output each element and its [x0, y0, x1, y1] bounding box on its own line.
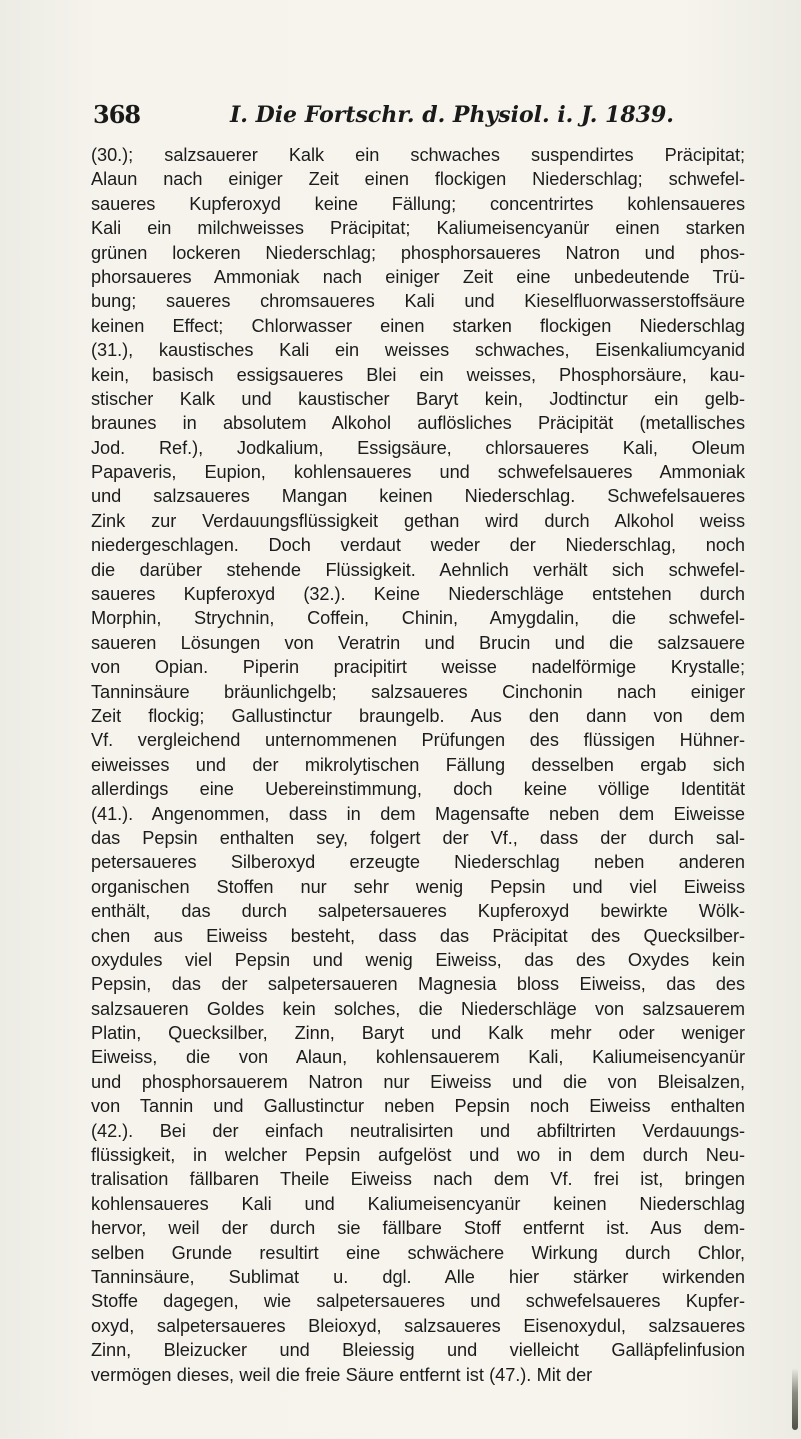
text-line: Zinn, Bleizucker und Bleiessig und vielleicht Galläpfelinfusion — [91, 1340, 745, 1361]
text-line: Stoffe dagegen, wie salpetersaueres und schwefelsaueres Kupfer- — [91, 1291, 745, 1312]
text-line: Tanninsäure bräunlichgelb; salzsaueres Cinchonin nach einiger — [91, 681, 745, 702]
text-line: Zeit flockig; Gallustinctur braungelb. Aus den dann von dem — [91, 705, 745, 726]
text-line: grünen lockeren Niederschlag; phosphorsaueres Natron und phos- — [91, 242, 745, 263]
text-line: oxydules viel Pepsin und wenig Eiweiss, das des Oxydes kein — [91, 949, 745, 970]
text-line: niedergeschlagen. Doch verdaut weder der Niederschlag, noch — [91, 535, 745, 556]
text-line: vermögen dieses, weil die freie Säure entfernt ist (47.). Mit der — [91, 1364, 593, 1385]
text-line: kein, basisch essigsaueres Blei ein weisses, Phosphorsäure, kau- — [91, 364, 745, 385]
text-line: tralisation fällbaren Theile Eiweiss nach dem Vf. frei ist, bringen — [91, 1169, 745, 1190]
running-head: I. Die Fortschr. d. Physiol. i. J. 1839. — [230, 102, 674, 128]
body-text — [91, 143, 745, 1387]
text-line: petersaueres Silberoxyd erzeugte Niederschlag neben anderen — [91, 852, 745, 873]
text-line: und salzsaueres Mangan keinen Niederschlag. Schwefelsaueres — [91, 486, 745, 507]
text-line: saueres Kupferoxyd (32.). Keine Niederschläge entstehen durch — [91, 584, 745, 605]
text-line: organischen Stoffen nur sehr wenig Pepsin und viel Eiweiss — [91, 876, 745, 897]
text-line: (42.). Bei der einfach neutralisirten und abfiltrirten Verdauungs- — [91, 1120, 745, 1141]
text-line: Morphin, Strychnin, Coffein, Chinin, Amygdalin, die schwefel- — [91, 608, 745, 629]
text-line: (30.); salzsauerer Kalk ein schwaches suspendirtes Präcipitat; — [91, 145, 745, 165]
text-line: allerdings eine Uebereinstimmung, doch keine völlige Identität — [91, 779, 745, 800]
text-line: von Tannin und Gallustinctur neben Pepsin noch Eiweiss enthalten — [91, 1096, 745, 1117]
text-line: salzsaueren Goldes kein solches, die Niederschläge von salzsauerem — [91, 998, 745, 1019]
text-line: kohlensaueres Kali und Kaliumeisencyanür keinen Niederschlag — [91, 1193, 745, 1214]
text-line: hervor, weil der durch sie fällbare Stoff entfernt ist. Aus dem- — [91, 1218, 745, 1239]
text-line: Kali ein milchweisses Präcipitat; Kaliumeisencyanür einen starken — [91, 218, 745, 239]
text-line: und phosphorsauerem Natron nur Eiweiss und die von Bleisalzen, — [91, 1071, 745, 1092]
text-line: enthält, das durch salpetersaueres Kupferoxyd bewirkte Wölk- — [91, 901, 745, 922]
text-line: phorsaueres Ammoniak nach einiger Zeit eine unbedeutende Trü- — [91, 266, 745, 287]
text-line: Papaveris, Eupion, kohlensaueres und schwefelsaueres Ammoniak — [91, 462, 745, 483]
text-line: saueren Lösungen von Veratrin und Brucin und die salzsauere — [91, 632, 745, 653]
text-line: Pepsin, das der salpetersaueren Magnesia bloss Eiweiss, das des — [91, 974, 745, 995]
text-line: Jod. Ref.), Jodkalium, Essigsäure, chlorsaueres Kali, Oleum — [91, 437, 745, 458]
text-line: von Opian. Piperin pracipitirt weisse nadelförmige Krystalle; — [91, 657, 745, 678]
page-edge-mark — [792, 1368, 798, 1430]
text-line: braunes in absolutem Alkohol auflösliches Präcipität (metallisches — [91, 413, 745, 434]
text-line: flüssigkeit, in welcher Pepsin aufgelöst und wo in dem durch Neu- — [91, 1145, 745, 1166]
text-line: Tanninsäure, Sublimat u. dgl. Alle hier stärker wirkenden — [91, 1266, 745, 1287]
text-line: chen aus Eiweiss besteht, dass das Präcipitat des Quecksilber- — [91, 925, 745, 946]
page-number: 368 — [93, 100, 141, 129]
text-line: (31.), kaustisches Kali ein weisses schwaches, Eisenkaliumcyanid — [91, 340, 745, 361]
text-line: Zink zur Verdauungsflüssigkeit gethan wird durch Alkohol weiss — [91, 510, 745, 531]
text-line: bung; saueres chromsaueres Kali und Kieselfluorwasserstoffsäure — [91, 291, 745, 312]
text-line: selben Grunde resultirt eine schwächere Wirkung durch Chlor, — [91, 1242, 745, 1263]
text-line: stischer Kalk und kaustischer Baryt kein, Jodtinctur ein gelb- — [91, 388, 745, 409]
text-line: Platin, Quecksilber, Zinn, Baryt und Kalk mehr oder weniger — [91, 1023, 745, 1044]
text-line: saueres Kupferoxyd keine Fällung; concentrirtes kohlensaueres — [91, 193, 745, 214]
text-line: Vf. vergleichend unternommenen Prüfungen des flüssigen Hühner- — [91, 730, 745, 751]
text-line: (41.). Angenommen, dass in dem Magensafte neben dem Eiweisse — [91, 803, 745, 824]
text-line: Eiweiss, die von Alaun, kohlensauerem Kali, Kaliumeisencyanür — [91, 1047, 745, 1068]
text-line: keinen Effect; Chlorwasser einen starken flockigen Niederschlag — [91, 315, 745, 336]
text-line: oxyd, salpetersaueres Bleioxyd, salzsaueres Eisenoxydul, salzsaueres — [91, 1315, 745, 1336]
text-line: die darüber stehende Flüssigkeit. Aehnlich verhält sich schwefel- — [91, 559, 745, 580]
text-line: Alaun nach einiger Zeit einen flockigen Niederschlag; schwefel- — [91, 169, 745, 190]
page-header — [93, 100, 674, 134]
text-line: eiweisses und der mikrolytischen Fällung desselben ergab sich — [91, 754, 745, 775]
text-line: das Pepsin enthalten sey, folgert der Vf., dass der durch sal- — [91, 827, 745, 848]
